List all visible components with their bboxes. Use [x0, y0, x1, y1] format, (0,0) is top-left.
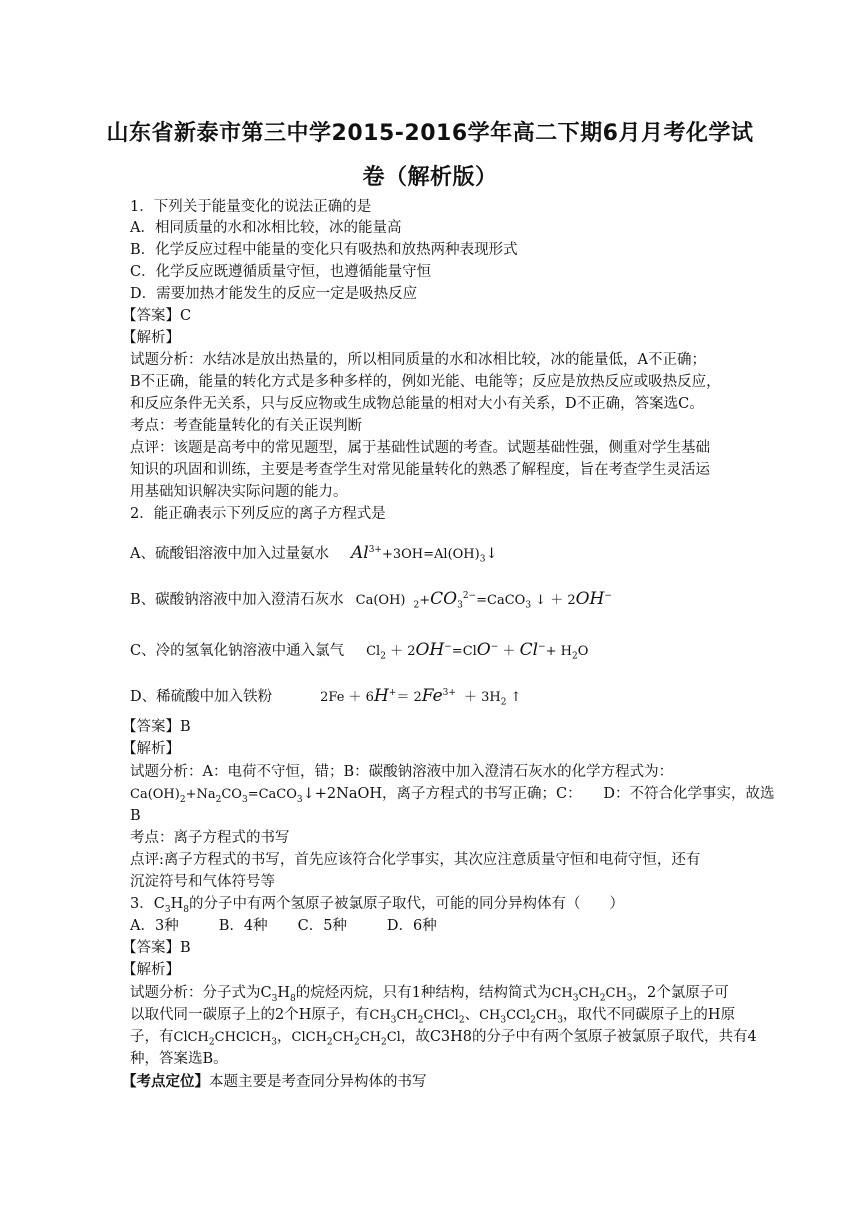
q3-analysis-line4: 种，答案选B。: [130, 1051, 228, 1067]
q2-analysis-line2: $Ca(OH)_2+Na_2CO_3=CaCO_3↓+2NaOH$，离子方程式的书写正确；C： D：不符合化学事实，故选: [130, 786, 775, 805]
q2-option-c-eq5: + H: [545, 643, 572, 659]
q2-stem: 2．能正确表示下列反应的离子方程式是: [130, 506, 386, 522]
q2-option-b-eq1: Ca(OH): [355, 592, 406, 608]
q2-option-c-eq3: =Cl: [451, 643, 477, 659]
doc-title-line1: 山东省新泰市第三中学2015-2016学年高二下期6月月考化学试: [106, 121, 754, 146]
q3-analysis-line3: 子，有ClCH$_2$CHClCH$_3$，$ClCH_2CH_2CH_2Cl$，故C3H8的分子中有两个氢原子被氯原子取代，共有4: [130, 1029, 757, 1048]
q2-option-c-eq1: Cl: [366, 643, 381, 659]
q2-option-a: A、硫酸铝溶液中加入过量氨水 $Al^{3+}+3OH=Al(OH)_3↓$: [130, 542, 498, 565]
q3-answer: 【答案】B: [122, 940, 191, 956]
q1-analysis-line1: 试题分析：水结冰是放出热量的，所以相同质量的水和冰相比较，冰的能量低，A不正确；: [130, 352, 706, 368]
q3-option-d: D．6种: [386, 918, 437, 934]
q2-option-a-equation: +3OH=Al(OH): [381, 546, 480, 562]
q3-options: [130, 916, 437, 937]
q2-comment-line2: 沉淀符号和气体符号等: [130, 874, 275, 890]
q1-stem: 1．下列关于能量变化的说法正确的是: [130, 199, 372, 215]
q2-option-d-text: D、稀硫酸中加入铁粉: [130, 688, 273, 705]
q1-option-c: C．化学反应既遵循质量守恒，也遵循能量守恒: [130, 264, 432, 280]
q1-option-b: B．化学反应过程中能量的变化只有吸热和放热两种表现形式: [130, 242, 518, 258]
q2-analysis-line1: 试题分析：A：电荷不守恒，错；B：碳酸钠溶液中加入澄清石灰水的化学方程式为：: [130, 764, 674, 780]
q2-option-b-text: B、碳酸钠溶液中加入澄清石灰水: [130, 591, 344, 608]
q1-analysis-label: 【解析】: [122, 330, 180, 346]
q2-option-c: C、冷的氢氧化钠溶液中通入氯气 $Cl_2 + 2OH^-=ClO^- + Cl^-+ H_2O$: [130, 639, 589, 662]
q3-point-location: 【考点定位】本题主要是考查同分异构体的书写: [122, 1073, 427, 1090]
q2-option-b: B、碳酸钠溶液中加入澄清石灰水 Ca(OH) $_2+CO_3^{2-}=CaCO_3$ ↓ ＋ 2OH−: [130, 588, 612, 611]
q2-option-c-eq2: ＋ 2: [390, 643, 416, 659]
q2-comment-line1: 点评:离子方程式的书写，首先应该符合化学事实，其次应注意质量守恒和电荷守恒，还有: [130, 852, 701, 868]
q1-option-d: D．需要加热才能发生的反应一定是吸热反应: [130, 286, 418, 302]
q2-option-b-eq2: =CaCO: [476, 592, 526, 608]
q2-option-d-eq2: ＝ 2: [396, 689, 422, 705]
q2-option-b-eq3: ＋ 2: [550, 592, 576, 608]
q1-option-a: A．相同质量的水和冰相比较，冰的能量高: [130, 220, 402, 236]
q2-option-c-eq4: ＋: [502, 643, 516, 659]
q1-comment-line1: 点评：该题是高考中的常见题型，属于基础性试题的考查。试题基础性强，侧重对学生基础: [130, 440, 710, 456]
q1-comment-line3: 用基础知识解决实际问题的能力。: [130, 484, 348, 500]
q2-option-d-eq3: ＋ 3H: [463, 689, 501, 705]
q3-option-a: A．3种: [130, 918, 179, 934]
q2-option-c-text: C、冷的氢氧化钠溶液中通入氯气: [130, 642, 345, 659]
q2-knowledge-point: 考点：离子方程式的书写: [130, 830, 290, 846]
q2-analysis-label: 【解析】: [122, 741, 180, 757]
q1-analysis-line2: B不正确，能量的转化方式是多种多样的，例如光能、电能等；反应是放热反应或吸热反应，: [130, 374, 721, 390]
q2-option-a-text: A、硫酸铝溶液中加入过量氨水: [130, 545, 329, 562]
q2-answer: 【答案】B: [122, 719, 191, 735]
q1-answer: 【答案】C: [122, 308, 192, 324]
q2-option-d-eq1: 2Fe ＋ 6: [320, 689, 374, 705]
q1-knowledge-point: 考点：考查能量转化的有关正误判断: [130, 418, 362, 434]
q1-comment-line2: 知识的巩固和训练，主要是考查学生对常见能量转化的熟悉了解程度，旨在考查学生灵活运: [130, 462, 710, 478]
q3-stem: 3．$C_3H_8$的分子中有两个氢原子被氯原子取代，可能的同分异构体有（ ）: [130, 896, 624, 915]
q3-analysis-line2: 以取代同一碳原子上的2个H原子，有$CH_3CH_2CHCl_2$、$CH_3CCl_2CH_3$，取代不同碳原子上的H原: [130, 1007, 736, 1026]
q2-analysis-line3: B: [130, 808, 141, 824]
q3-analysis-line1: 试题分析：分子式为$C_3H_8$的烷烃丙烷，只有1种结构，结构简式为$CH_3CH_2CH_3$，2个氯原子可: [130, 985, 729, 1004]
q2-option-d: D、稀硫酸中加入铁粉 $2Fe + 6H^+= 2Fe^{3+} + 3H_2$ ↑: [130, 685, 522, 708]
doc-title-line2: 卷（解析版）: [362, 165, 498, 190]
q1-analysis-line3: 和反应条件无关系，只与反应物或生成物总能量的相对大小有关系，D不正确，答案选C。: [130, 396, 704, 412]
q3-option-b: B．4种: [218, 918, 268, 934]
q3-option-c: C．5种: [297, 918, 347, 934]
q3-analysis-label: 【解析】: [122, 962, 180, 978]
